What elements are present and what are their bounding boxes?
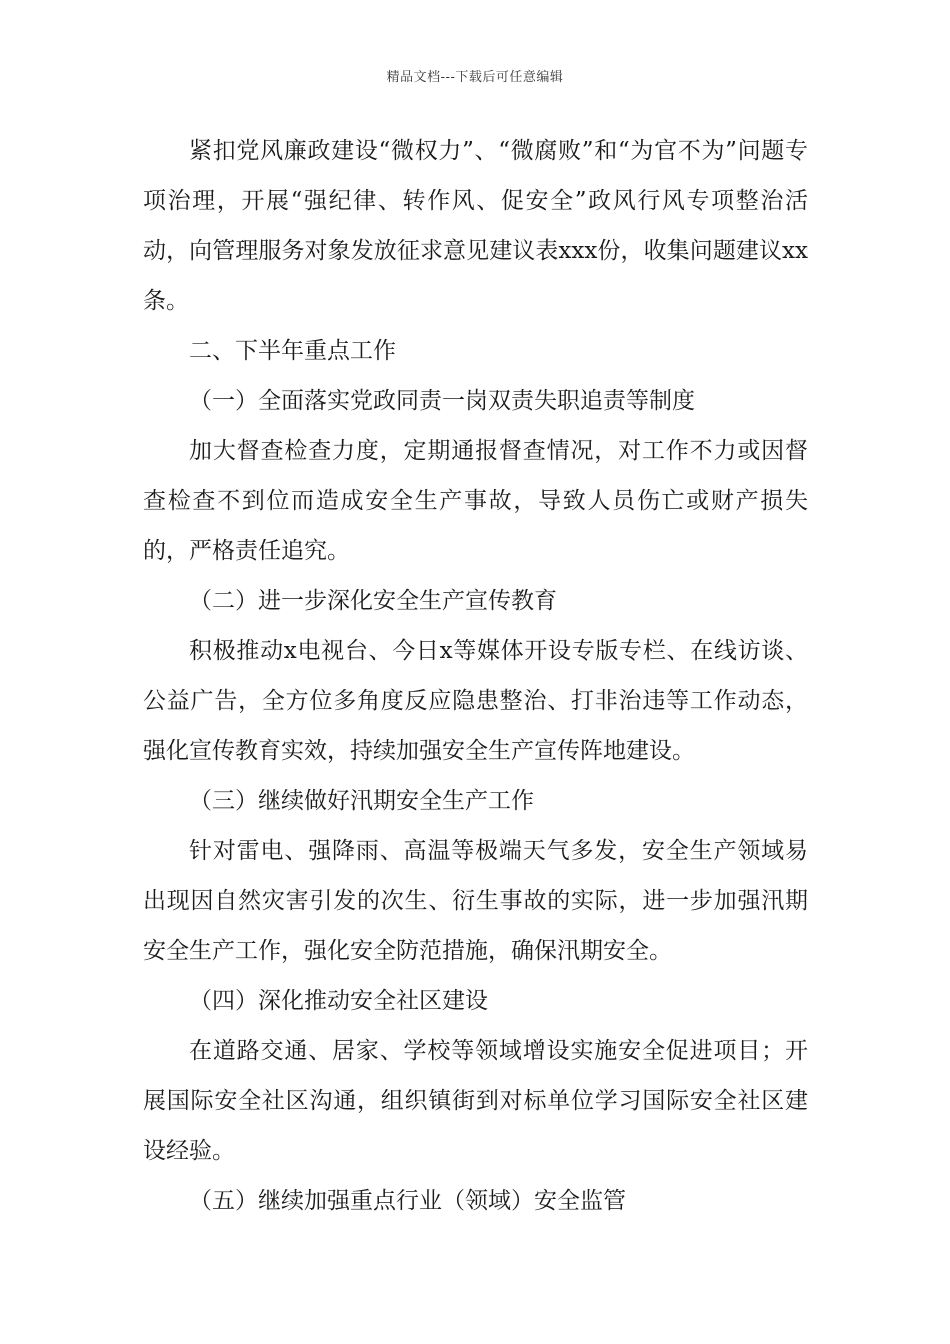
document-body	[143, 126, 808, 1226]
body-paragraph: 在道路交通、居家、学校等领域增设实施安全促进项目；开展国际安全社区沟通，组织镇街到对标单位学习国际安全社区建设经验。	[143, 1038, 808, 1164]
subsection-heading: （五）继续加强重点行业（领域）安全监管	[189, 1188, 626, 1214]
body-paragraph: 加大督查检查力度，定期通报督查情况，对工作不力或因督查检查不到位而造成安全生产事故，导致人员伤亡或财产损失的，严格责任追究。	[143, 438, 808, 564]
section-heading: 二、下半年重点工作	[189, 338, 396, 364]
subsection-heading: （四）深化推动安全社区建设	[189, 988, 488, 1014]
page-header: 精品文档---下载后可任意编辑	[386, 70, 564, 85]
body-paragraph: 紧扣党风廉政建设“微权力”、“微腐败”和“为官不为”问题专项治理，开展“强纪律、转作风、促安全”政风行风专项整治活动，向管理服务对象发放征求意见建议表xxx份，收集问题建议xx条。	[143, 138, 808, 314]
subsection-heading: （二）进一步深化安全生产宣传教育	[189, 588, 557, 614]
body-paragraph: 积极推动x电视台、今日x等媒体开设专版专栏、在线访谈、公益广告，全方位多角度反应隐患整治、打非治违等工作动态，强化宣传教育实效，持续加强安全生产宣传阵地建设。	[143, 638, 808, 764]
subsection-heading: （一）全面落实党政同责一岗双责失职追责等制度	[189, 388, 695, 414]
subsection-heading: （三）继续做好汛期安全生产工作	[189, 788, 534, 814]
body-paragraph: 针对雷电、强降雨、高温等极端天气多发，安全生产领域易出现因自然灾害引发的次生、衍生事故的实际，进一步加强汛期安全生产工作，强化安全防范措施，确保汛期安全。	[143, 838, 808, 964]
